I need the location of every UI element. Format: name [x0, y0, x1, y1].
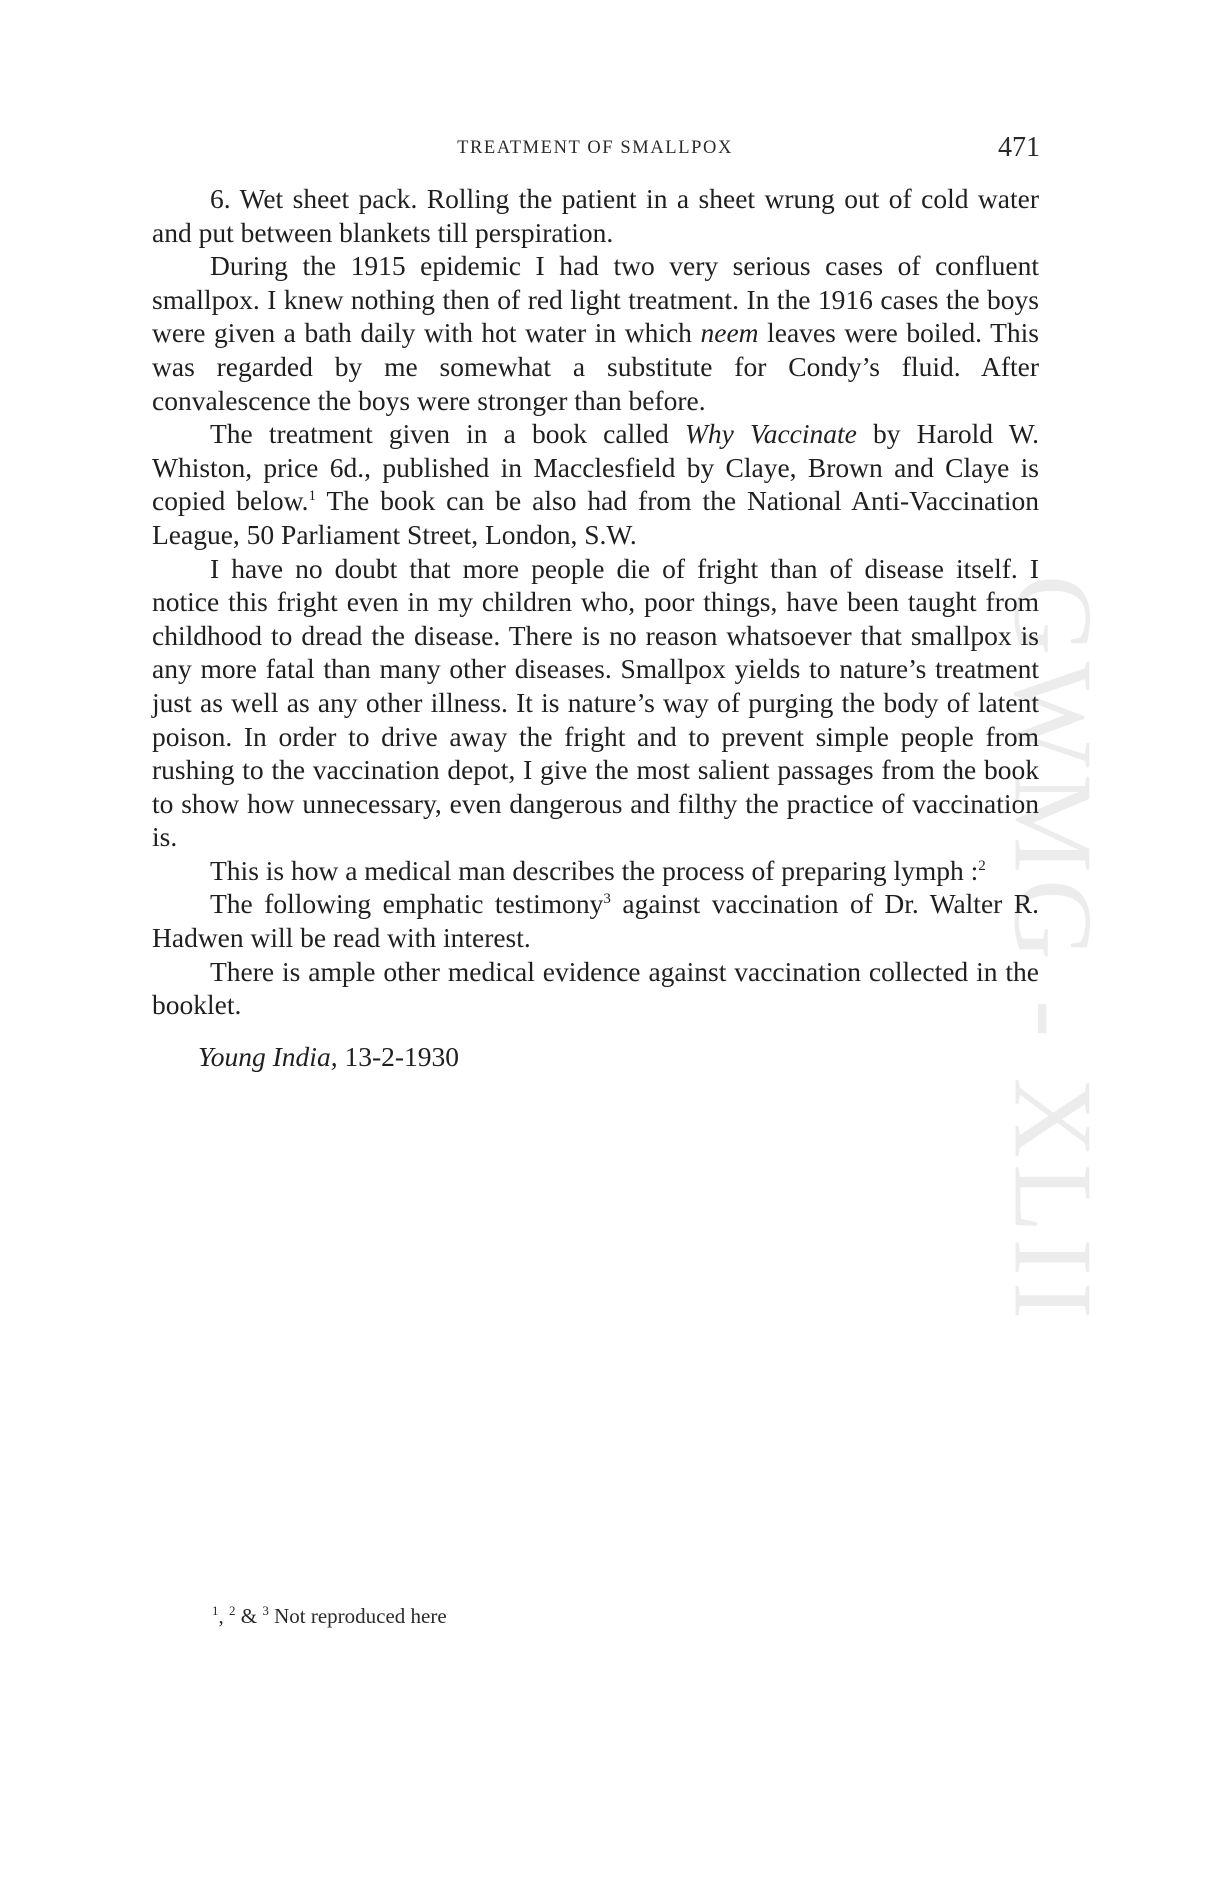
paragraph-text: There is ample other medical evidence against vaccination collected in the booklet.: [152, 955, 1039, 1021]
footnote-separator: ,: [218, 1604, 229, 1628]
paragraph-fright: [152, 552, 1039, 854]
paragraph-text: The treatment given in a book called: [210, 418, 685, 450]
footnote-number: 1: [212, 1603, 219, 1618]
paragraph-evidence: [152, 955, 1039, 1022]
paragraph-text: The following emphatic testimony: [210, 888, 604, 920]
paragraph-text: During the 1915 epidemic I had two very serious cases of confluent smallpox. I knew nothing then of red light treatment. In the 1916 cases the boys were given a bath daily with hot water in which: [152, 250, 1039, 349]
footnote-text: Not reproduced here: [268, 1604, 447, 1628]
book-title: Why Vaccinate: [684, 418, 857, 450]
paragraph-text: against vaccination of Dr. Walter R. Hadwen will be read with interest.: [152, 888, 1040, 954]
footnote-separator: &: [235, 1604, 263, 1628]
footnote-marker: 1: [308, 488, 317, 505]
paragraph-text: leaves were boiled. This was regarded by me somewhat a substitute for Condy’s fluid. After convalescence the boys were stronger than before.: [152, 317, 1039, 416]
paragraph-text: 6. Wet sheet pack. Rolling the patient in a sheet wrung out of cold water and put between blankets till perspiration.: [152, 183, 1039, 248]
paragraph-book-reference: [152, 417, 1039, 551]
paragraph-text: This is how a medical man describes the process of preparing lymph :: [210, 854, 979, 886]
body-text: [152, 182, 1039, 1073]
source-date: 13-2-1930: [337, 1040, 460, 1072]
paragraph-text: I have no doubt that more people die of fright than of disease itself. I notice this fright even in my children who, poor things, have been taught from childhood to dread the disease. There is no reason whatsoever that smallpox is any more fatal than many other diseases. Smallpox yields to nature’s treatment just as well as any other illness. It is nature’s way of purging the body of latent poison. In order to drive away the fright and to prevent simple people from rushing to the vaccination depot, I give the most salient passages from the book to show how unnecessary, even dangerous and filthy the practice of vaccination is.: [152, 552, 1039, 853]
italic-term: neem: [700, 317, 759, 349]
paragraph-testimony: [152, 887, 1039, 954]
running-title: TREATMENT OF SMALLPOX: [457, 138, 733, 158]
footnote-number: 3: [262, 1603, 269, 1618]
paragraph-lymph: [152, 854, 1039, 888]
paragraph-1915-epidemic: [152, 249, 1039, 417]
paragraph-text: The book can be also had from the National Anti-Vaccination League, 50 Parliament Street, London, S.W.: [152, 485, 1039, 550]
footnote-marker: 3: [603, 891, 611, 908]
source-citation: [152, 1040, 1039, 1074]
footnote-marker: 2: [978, 857, 986, 874]
paragraph-text: by Harold W. Whiston, price 6d., published in Macclesfield by Claye, Brown and Claye is copied below.: [152, 418, 1040, 517]
paragraph-wet-sheet-pack: [152, 182, 1039, 249]
source-name: Young India,: [198, 1040, 338, 1072]
footnote-number: 2: [229, 1603, 236, 1618]
watermark-text: GWMG - XLII: [990, 574, 1115, 1326]
page-number: 471: [998, 132, 1040, 163]
running-head: [150, 132, 1040, 164]
footnote: [212, 1604, 447, 1629]
